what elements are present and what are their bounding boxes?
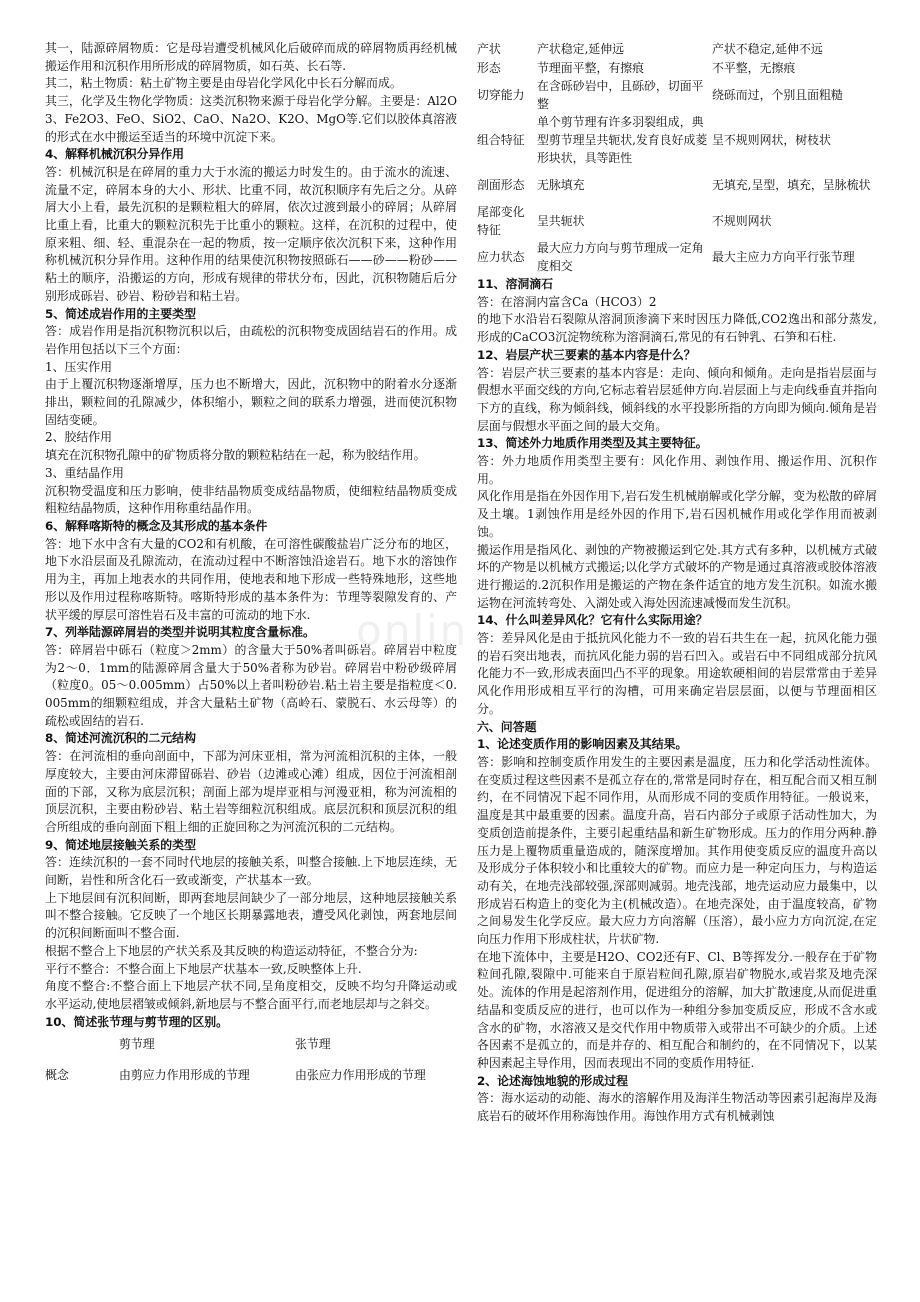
paragraph: 填充在沉积物孔隙中的矿物质将分散的颗粒粘结在一起，称为胶结作用。 <box>45 448 426 463</box>
table-cell: 切穿能力 <box>477 88 525 103</box>
paragraph: 在地下流体中，主要是H2O、CO2还有F、Cl、B等挥发分.一般存在于矿物粒间孔隙,裂隙中.可能来自于原岩粒间孔隙,原岩矿物脱水,或岩浆及地壳深处。流体的作用是起溶剂作用，促进组分的溶解，加大扩散速度,从而促进重结晶和变质反应的进行，也可以作为一种组分参加变质反应，形成不含水或含水的矿物，水溶液又是交代作用中物质带入或带出不可缺少的介质。上述各因素不是孤立的，而是并存的、相互配合和制约的，在不同情况下，以某种因素起主导作用，因而表现出不同的变质作用特征. <box>477 949 877 1070</box>
paragraph: 其二，粘土物质：粘土矿物主要是由母岩化学风化中长石分解而成。 <box>45 76 402 91</box>
paragraph: 其一，陆源碎屑物质：它是母岩遭受机械风化后破碎而成的碎屑物质再经机械搬运作用和沉积作用所形成的碎屑物质，如石英、长石等. <box>45 41 457 73</box>
paragraph: 答：差异风化是由于抵抗风化能力不一致的岩石共生在一起，抗风化能力强的岩石突出地表，而抗风化能力弱的岩石凹入。或岩石中不同组成部分抗风化能力不一致,形成表面凹凸不平的现象。用途软硬相间的岩层常常由于差异风化作用形成相互平行的沟槽，可用来确定岩层层面，以便与节理面相区分。 <box>477 631 877 716</box>
table-cell: 由张应力作用形成的节理 <box>295 1067 426 1082</box>
table-row <box>45 1057 457 1093</box>
table-row <box>477 168 877 204</box>
joint-comparison-table <box>477 40 877 276</box>
table-cell: 呈不规则网状，树枝状 <box>712 133 831 148</box>
paragraph: 风化作用是指在外因作用下,岩石发生机械崩解或化学分解，变为松散的碎屑及土壤。1剥蚀作用是经外因的作用下,岩石因机械作用或化学作用而被剥蚀。 <box>477 489 877 539</box>
section-heading: 4、解释机械沉积分异作用 <box>45 147 185 162</box>
paragraph: 答：在溶洞内富含Ca（HCO3）2 <box>477 294 657 309</box>
table-row <box>477 240 877 276</box>
table-cell: 产状稳定,延伸远 <box>537 42 625 57</box>
paragraph: 由于上覆沉积物逐渐增厚，压力也不断增大，因此，沉积物中的附着水分逐渐排出，颗粒间的孔隙减少，体积缩小，颗粒之间的联系力增强，进而使沉积物固结变硬。 <box>45 377 457 427</box>
table-cell: 在含砾砂岩中，且砾砂，切面平整 <box>537 79 704 111</box>
paragraph: 答：岩层产状三要素的基本内容是：走向、倾向和倾角。走向是指岩层面与假想水平面交线的方向,它标志着岩层延伸方向.岩层面上与走向线垂直并指向下方的直线，称为倾斜线，倾斜线的水平投影所指的方向即为倾向.倾角是岩层面与假想水平面之间的最大交角。 <box>477 365 877 433</box>
paragraph: 答：碎屑岩中砾石（粒度＞2mm）的含量大于50%者叫砾岩。碎屑岩中粒度为2～0．1mm的陆源碎屑含量大于50%者称为砂岩。碎屑岩中粉砂级碎屑（粒度0。05～0.005mm）占50%以上者叫粉砂岩.粘土岩主要是指粒度＜0.005mm的细颗粒组成，并含大量粘土矿物（高岭石、蒙脱石、水云母等）的疏松或固结的岩石. <box>45 642 457 728</box>
table-cell: 节理面平整，有擦痕 <box>537 61 645 76</box>
section-heading: 12、岩层产状三要素的基本内容是什么？ <box>477 347 696 362</box>
table-row <box>45 1031 457 1057</box>
paragraph: 答：影响和控制变质作用发生的主要因素是温度，压力和化学活动性流体。在变质过程这些因素不是孤立存在的,常常是同时存在，相互配合而又相互制约，在不同情况下起不同作用，从而形成不同的变质作用特征。一般说来，温度是其中最重要的因素。温度升高，岩石内部分子或原子活动性加大，为变质创造前提条件，主要引起重结晶和新生矿物形成。压力的作用分两种.静压力是上覆物质重量造成的，随深度增加。其作用使变质反应的温度升高以及形成分子体积较小和比重较大的矿物。而应力是一种定向压力，与构造运动有关，在地壳浅部较强,深部则减弱。地壳浅部，地壳运动应力最集中，以形成岩石构造上的变化为主(机械改造）。在地壳深处，由于温度较高，矿物之间易发生化学反应。最大应力方向溶解（压溶），最小应力方向沉淀,在定向压力作用下形成柱状，片状矿物. <box>477 754 877 947</box>
section-heading: 2、论述海蚀地貌的形成过程 <box>477 1073 628 1088</box>
table-row <box>477 204 877 240</box>
paragraph: 2、胶结作用 <box>45 430 113 445</box>
section-heading: 1、论述变质作用的影响因素及其结果。 <box>477 737 688 752</box>
table-cell: 应力状态 <box>477 250 525 265</box>
paragraph: 搬运作用是指风化、剥蚀的产物被搬运到它处.其方式有多种，以机械方式破坏的产物是以机械方式搬运;以化学方式破坏的产物是通过真溶液或胶体溶液进行搬运的.2沉积作用是搬运的产物在条件适宜的地方发生沉积。如流水搬运物在河流转弯处、入湖处或入海处因流速减慢而发生沉积。 <box>477 542 877 610</box>
table-cell: 无脉填充 <box>537 178 585 193</box>
table-cell: 产状 <box>477 42 501 57</box>
table-cell: 单个剪节理有许多羽裂组成，典型剪节理呈共轭状,发育良好成菱形块状，具等距性 <box>537 115 708 165</box>
paragraph: 3、重结晶作用 <box>45 465 124 480</box>
watermark: onlin <box>356 606 469 655</box>
section-heading: 10、简述张节理与剪节理的区别。 <box>45 1014 229 1029</box>
table-row <box>477 40 877 60</box>
table-cell: 由剪应力作用形成的节理 <box>119 1067 250 1082</box>
right-column <box>477 40 877 1126</box>
paragraph: 答：外力地质作用类型主要有：风化作用、剥蚀作用、搬运作用、沉积作用。 <box>477 454 877 486</box>
table-row <box>477 114 877 168</box>
section-heading: 8、简述河流沉积的二元结构 <box>45 731 196 746</box>
paragraph: 答：在河流相的垂向剖面中，下部为河床亚相，常为河流相沉积的主体，一般厚度较大，主要由河床滞留砾岩、砂岩（边滩或心滩）组成，因位于河流相剖面的下部，又称为底层沉积；剖面上部为堤岸亚相与河漫亚相，称为河流相的顶层沉积，主要由粉砂岩、粘土岩等细粒沉积组成。底层沉积和顶层沉积的组合所组成的垂向剖面下粗上细的正旋回称之为河流沉积的二元结构。 <box>45 749 457 834</box>
table-cell: 尾部变化特征 <box>477 205 525 237</box>
table-cell: 组合特征 <box>477 133 525 148</box>
section-heading: 六、问答题 <box>477 719 537 734</box>
paragraph: 角度不整合:不整合面上下地层产状不同,呈角度相交，反映不均匀升降运动或水平运动,使地层褶皱或倾斜,新地层与不整合面平行,而老地层却与之斜交。 <box>45 979 457 1011</box>
section-heading: 11、溶洞滴石 <box>477 277 554 291</box>
paragraph: 沉积物受温度和压力影响，使非结晶物质变成结晶物质，使细粒结晶物质变成粗粒结晶物质，这种作用称重结晶作用。 <box>45 483 457 516</box>
table-cell: 产状不稳定,延伸不远 <box>712 42 823 57</box>
section-heading: 7、列举陆源碎屑岩的类型并说明其粒度含量标准。 <box>45 625 315 640</box>
left-column <box>45 40 457 1093</box>
section-heading: 5、简述成岩作用的主要类型 <box>45 306 196 321</box>
table-cell: 无填充,呈型，填充，呈脉梳状 <box>712 178 871 193</box>
table-cell: 概念 <box>45 1067 69 1082</box>
paragraph: 根据不整合上下地层的产状关系及其反映的构造运动特征，不整合分为: <box>45 943 418 958</box>
section-heading: 13、简述外力地质作用类型及其主要特征。 <box>477 436 708 451</box>
table-cell: 形态 <box>477 61 501 76</box>
paragraph: 答：地下水中含有大量的CO2和有机酸，在可溶性碳酸盐岩广泛分布的地区，地下水沿层面及孔隙流动，在流动过程中不断溶蚀沿途岩石。地下水的溶蚀作用为主，再加上地表水的共同作用，使地表和地下形成一些特殊地形，这些地形以及作用过程称喀斯特。喀斯特形成的基本条件为：节理等裂隙发育的、产状平缓的厚层可溶性岩石及丰富的可流动的地下水. <box>45 536 457 622</box>
paragraph: 的地下水沿岩石裂隙从溶洞顶渗滴下来时因压力降低,CO2逸出和部分蒸发,形成的CaCO3沉淀物统称为溶洞滴石,常见的有石钟乳、石笋和石柱. <box>477 312 877 345</box>
section-heading: 9、简述地层接触关系的类型 <box>45 837 196 852</box>
section-heading: 14、什么叫差异风化？它有什么实际用途？ <box>477 613 708 628</box>
paragraph: 答：连续沉积的一套不同时代地层的接触关系，叫整合接触.上下地层连续，无间断，岩性和所含化石一致或渐变，产状基本一致。 <box>45 855 457 888</box>
table-cell: 不规则网状 <box>712 214 772 229</box>
paragraph: 平行不整合：不整合面上下地层产状基本一致,反映整体上升. <box>45 961 362 976</box>
section-heading: 6、解释喀斯特的概念及其形成的基本条件 <box>45 518 268 533</box>
paragraph: 答：成岩作用是指沉积物沉积以后，由疏松的沉积物变成固结岩石的作用。成岩作用包括以下三个方面： <box>45 324 457 356</box>
table-cell: 最大主应力方向平行张节理 <box>712 250 855 265</box>
table-cell: 张节理 <box>295 1036 331 1051</box>
joint-table-header <box>45 1031 457 1093</box>
paragraph: 答：海水运动的动能、海水的溶解作用及海洋生物活动等因素引起海岸及海底岩石的破坏作用称海蚀作用。海蚀作用方式有机械剥蚀 <box>477 1091 877 1124</box>
paragraph: 其三，化学及生物化学物质：这类沉积物来源于母岩化学分解。主要是：Al2O3、Fe2O3、FeO、SiO2、CaO、Na2O、K2O、MgO等.它们以胶体真溶液的形式在水中搬运至适当的环境中沉淀下来。 <box>45 94 457 144</box>
table-cell: 最大应力方向与剪节理成一定角度相交 <box>537 241 704 273</box>
table-row <box>477 78 877 114</box>
table-cell: 剪节理 <box>119 1036 155 1051</box>
paragraph: 答：机械沉积是在碎屑的重力大于水流的搬运力时发生的。由于流水的流速、流量不定，碎屑本身的大小、形状、比重不同，故沉积顺序有先后之分。从碎屑大小上看，最先沉积的是颗粒粗大的碎屑，依次过渡到最小的碎屑；从碎屑比重上看，比重大的颗粒沉积先于比重小的颗粒。这样，在沉积的过程中，使原来粗、细、轻、重混杂在一起的物质，按一定顺序依次沉积下来，这种作用称机械沉积分异作用。这种作用的结果使沉积物按照砾石——砂——粉砂——粘土的顺序，沿搬运的方向，形成有规律的带状分布，因此，沉积物随后后分别形成砾岩、砂岩、粉砂岩和粘土岩。 <box>45 164 457 303</box>
table-cell: 绕砾而过，个别且面粗糙 <box>712 88 843 103</box>
table-cell: 呈共轭状 <box>537 214 585 229</box>
paragraph: 1、压实作用 <box>45 359 113 374</box>
table-row <box>477 60 877 78</box>
paragraph: 上下地层间有沉积间断，即两套地层间缺少了一部分地层，这种地层接触关系叫不整合接触。它反映了一个地区长期暴露地表，遭受风化剥蚀，两套地层间的沉积间断面叫不整合面. <box>45 890 457 941</box>
table-cell <box>45 1031 119 1057</box>
table-cell: 不平整，无擦痕 <box>712 61 796 76</box>
table-cell: 剖面形态 <box>477 178 525 193</box>
